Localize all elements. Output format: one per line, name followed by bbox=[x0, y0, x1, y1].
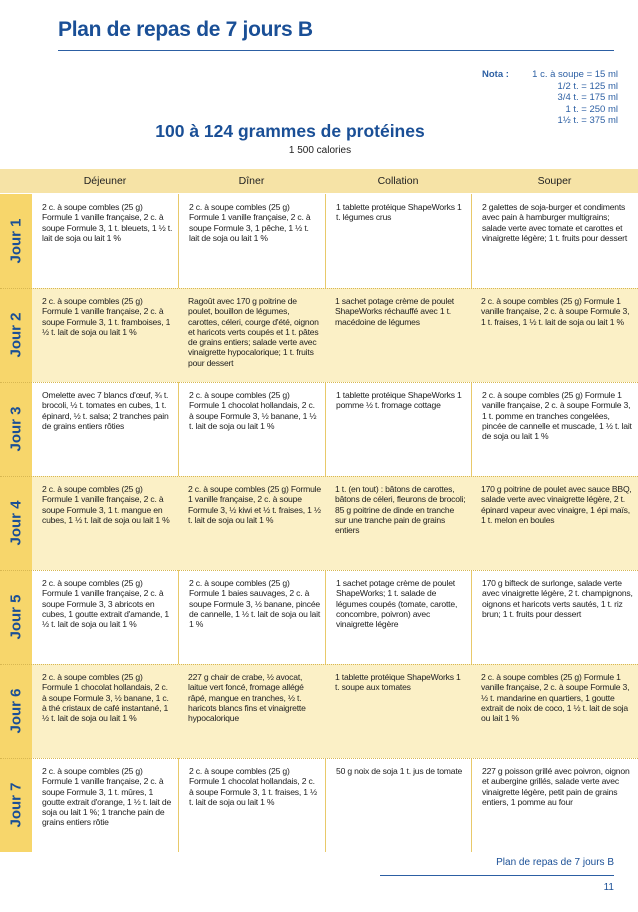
meal-cell: 2 c. à soupe combles (25 g) Formule 1 vanille française, 2 c. à soupe Formule 3, ½ t. mandarine en quartiers, 1 goutte extrait de noix de coco, 1 ½ t. lait de soja ou lait 1 % bbox=[481, 672, 630, 724]
day-row bbox=[0, 570, 638, 664]
meal-cell: 2 c. à soupe combles (25 g) Formule 1 chocolat hollandais, 2 c. à soupe Formule 3, ½ banane, 1 c. à thé cristaux de café instantané, 1 ½ t. lait de soja ou lait 1 % bbox=[42, 672, 169, 724]
row-separator bbox=[0, 476, 638, 477]
meal-cell: 2 c. à soupe combles (25 g) Formule 1 vanille française, 2 c. à soupe Formule 3, 1 t. fraises, 1 ½ t. lait de soja ou lait 1 % bbox=[481, 296, 630, 327]
row-separator bbox=[0, 288, 638, 289]
table-header bbox=[0, 169, 638, 193]
meal-cell: 170 g bifteck de surlonge, salade verte avec vinaigrette légère, 2 t. champignons, oignons et haricots verts sautés, 1 t. riz brun; 1 t. fruits pour dessert bbox=[471, 570, 638, 664]
meal-cell: Ragoût avec 170 g poitrine de poulet, bouillon de légumes, carottes, céleri, courge d'été, oignon et haricots verts coupés et 1 t. pâtes de grains entiers; salade verte avec vinaigrette hypocalorique; 1 t. fruits pour dessert bbox=[188, 296, 319, 368]
day-label-text: Jour 1 bbox=[7, 218, 25, 264]
page-number: 11 bbox=[603, 882, 614, 893]
day-row bbox=[0, 194, 638, 288]
meal-cell: Omelette avec 7 blancs d'œuf, ¾ t. brocoli, ½ t. tomates en cubes, 1 t. épinard, ½ t. salsa; 2 tranches pain de grains entiers rôties bbox=[42, 390, 169, 431]
day-label-text: Jour 5 bbox=[7, 594, 25, 640]
meal-cell: 2 c. à soupe combles (25 g) Formule 1 vanille française, 2 c. à soupe Formule 3, 1 t. mûres, 1 goutte extrait d'orange, 1 ½ t. lait de soja ou lait 1 %; 1 tranche pain de grains entiers rôtie bbox=[42, 766, 172, 828]
row-separator bbox=[0, 664, 638, 665]
note-lines bbox=[532, 69, 618, 127]
note-line: 1 c. à soupe = 15 ml bbox=[532, 69, 618, 80]
meal-cell: 227 g poisson grillé avec poivron, oignon et aubergine grillés, salade verte avec vinaigrette légère, petit pain de grains entiers, 1 pomme au four bbox=[471, 758, 638, 852]
note-line: 3/4 t. = 175 ml bbox=[557, 92, 618, 103]
note-line: 1/2 t. = 125 ml bbox=[557, 80, 618, 92]
meal-cell: 2 c. à soupe combles (25 g) Formule 1 vanille française, 2 c. à soupe Formule 3, ½ kiwi et ½ t. fraises, 1 ½ t. lait de soja ou lait 1 % bbox=[188, 484, 321, 525]
day-label bbox=[0, 476, 32, 570]
day-row bbox=[0, 758, 638, 852]
row-separator bbox=[0, 570, 638, 571]
footer-label: Plan de repas de 7 jours B bbox=[496, 857, 614, 868]
day-label bbox=[0, 758, 32, 852]
row-separator bbox=[0, 758, 638, 759]
protein-heading: 100 à 124 grammes de protéines bbox=[155, 121, 425, 141]
column-header-diner: Dîner bbox=[238, 175, 265, 187]
day-label bbox=[0, 194, 32, 288]
footer-rule bbox=[380, 875, 614, 876]
day-label-text: Jour 3 bbox=[7, 406, 25, 452]
meal-cell: 2 c. à soupe combles (25 g) Formule 1 vanille française, 2 c. à soupe Formule 3, 3 abricots en cubes, 1 goutte extrait d'amande, 1 ½ t. lait de soja ou lait 1 % bbox=[42, 578, 169, 630]
meal-cell: 2 c. à soupe combles (25 g) Formule 1 vanille française, 2 c. à soupe Formule 3, 1 t. bleuets, 1 ½ t. lait de soja ou lait 1 % bbox=[42, 202, 173, 243]
day-row bbox=[0, 382, 638, 476]
calories-subheading: 1 500 calories bbox=[288, 145, 352, 156]
note-label: Nota : bbox=[482, 69, 509, 80]
meal-cell: 1 sachet potage crème de poulet ShapeWorks; 1 t. salade de légumes coupés (tomate, carotte, concombre, poivron) avec vinaigrette légère bbox=[325, 570, 471, 664]
day-label-text: Jour 7 bbox=[7, 782, 25, 828]
meal-cell: 2 c. à soupe combles (25 g) Formule 1 vanille française, 2 c. à soupe Formule 3, 1 t. framboises, 1 ½ t. lait de soja ou lait 1 % bbox=[42, 296, 171, 337]
meal-cell: 1 tablette protéique ShapeWorks 1 t. légumes crus bbox=[325, 194, 471, 288]
page-title: Plan de repas de 7 jours B bbox=[58, 18, 313, 41]
day-label bbox=[0, 570, 32, 664]
meal-cell: 1 t. (en tout) : bâtons de carottes, bâtons de céleri, fleurons de brocoli; 85 g poitrine de dinde en tranche sur une tranche pain de grains entiers bbox=[335, 484, 466, 536]
title-rule bbox=[58, 50, 614, 51]
day-row bbox=[0, 288, 638, 382]
meal-cell: 2 c. à soupe combles (25 g) Formule 1 vanille française, 2 c. à soupe Formule 3, 1 pêche, 1 ½ t. lait de soja ou lait 1 % bbox=[178, 194, 325, 288]
meal-cell: 170 g poitrine de poulet avec sauce BBQ, salade verte avec vinaigrette légère, 2 t. épinard vapeur avec vinaigre, 1 épi maïs, 1 t. melon en boules bbox=[481, 484, 632, 525]
column-header-souper: Souper bbox=[537, 175, 572, 187]
meal-cell: 2 c. à soupe combles (25 g) Formule 1 chocolat hollandais, 2 c. à soupe Formule 3, 1 t. fraises, 1 ½ t. lait de soja ou lait 1 % bbox=[178, 758, 325, 852]
meal-cell: 2 c. à soupe combles (25 g) Formule 1 vanille française, 2 c. à soupe Formule 3, 1 t. mangue en cubes, 1 ½ t. lait de soja ou lait 1 % bbox=[42, 484, 170, 525]
meal-cell: 227 g chair de crabe, ½ avocat, laitue vert foncé, fromage allégé râpé, mangue en tranches, ½ t. haricots blancs fins et vinaigrette hypocalorique bbox=[188, 672, 306, 724]
meal-cell: 50 g noix de soja 1 t. jus de tomate bbox=[325, 758, 471, 852]
meal-cell: 2 c. à soupe combles (25 g) Formule 1 baies sauvages, 2 c. à soupe Formule 3, ½ banane, pincée de cannelle, 1 ½ t. lait de soja ou lait 1 % bbox=[178, 570, 325, 664]
meal-cell: 2 c. à soupe combles (25 g) Formule 1 chocolat hollandais, 2 c. à soupe Formule 3, ½ banane, 1 ½ t. lait de soja ou lait 1 % bbox=[178, 382, 325, 476]
day-label bbox=[0, 664, 32, 758]
meal-cell: 2 galettes de soja-burger et condiments avec pain à hamburger multigrains; salade verte avec tomate et carottes et vinaigrette légère; 1 t. fruits pour dessert bbox=[471, 194, 638, 288]
day-row bbox=[0, 664, 638, 758]
row-separator bbox=[0, 382, 638, 383]
day-label-text: Jour 2 bbox=[7, 312, 25, 358]
meal-cell: 2 c. à soupe combles (25 g) Formule 1 vanille française, 2 c. à soupe Formule 3, 1 t. pomme en tranches congelées, pincée de cannelle et muscade, 1 ½ t. lait de soja ou lait 1 % bbox=[471, 382, 638, 476]
day-label-text: Jour 4 bbox=[7, 500, 25, 546]
column-header-dejeuner: Déjeuner bbox=[83, 175, 127, 187]
day-label-text: Jour 6 bbox=[7, 688, 25, 734]
day-label bbox=[0, 382, 32, 476]
note-line: 1 t. = 250 ml bbox=[565, 103, 618, 115]
note-line: 1½ t. = 375 ml bbox=[557, 115, 618, 126]
day-row bbox=[0, 476, 638, 570]
column-header-collation: Collation bbox=[377, 175, 419, 187]
meal-cell: 1 tablette protéique ShapeWorks 1 t. soupe aux tomates bbox=[335, 672, 461, 693]
day-label bbox=[0, 288, 32, 382]
meal-cell: 1 sachet potage crème de poulet ShapeWorks réchauffé avec 1 t. macédoine de légumes bbox=[335, 296, 454, 327]
meal-cell: 1 tablette protéique ShapeWorks 1 pomme ½ t. fromage cottage bbox=[325, 382, 471, 476]
